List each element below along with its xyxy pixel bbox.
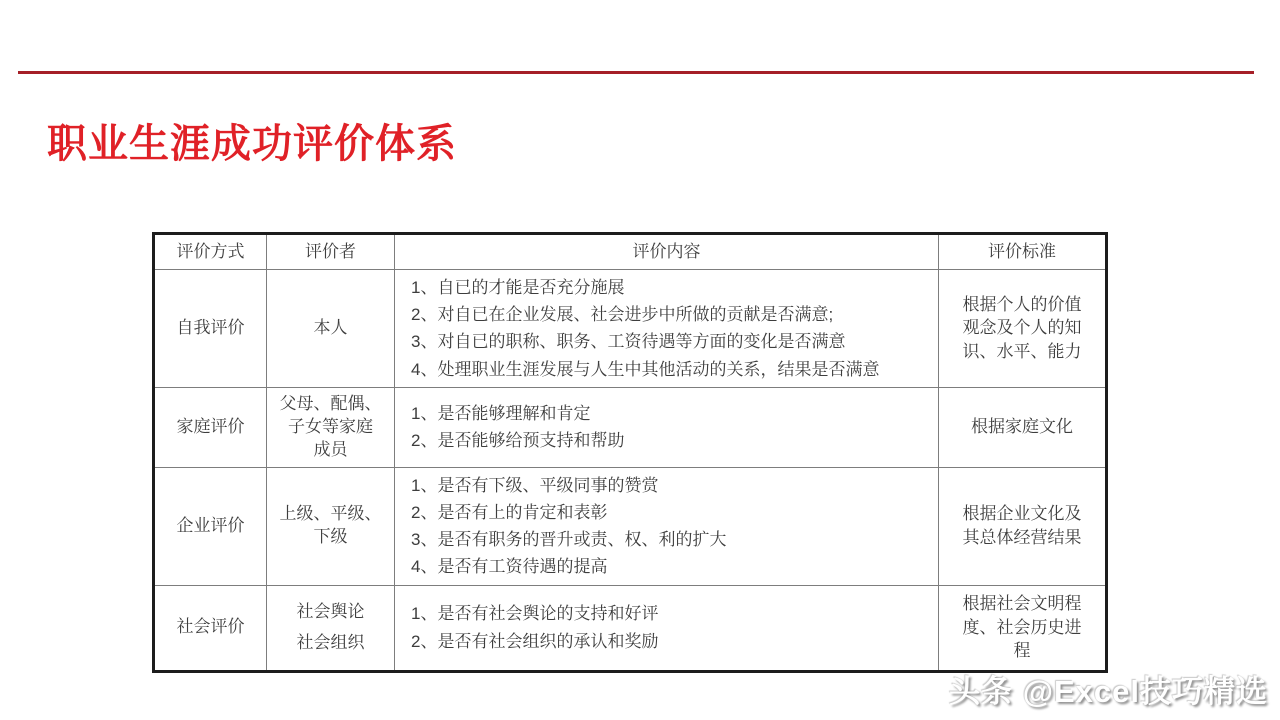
table-header-row — [154, 234, 1107, 270]
content-item: 2、是否有社会组织的承认和奖励 — [411, 631, 659, 651]
accent-line — [18, 71, 1254, 74]
content-item: 2、对自已在企业发展、社会进步中所做的贡献是否满意; — [411, 305, 834, 325]
standard-cell: 根据家庭文化 — [939, 387, 1107, 467]
content-item: 3、是否有职务的晋升或责、权、利的扩大 — [411, 530, 727, 550]
content-item: 1、是否有社会舆论的支持和好评 — [411, 604, 659, 624]
content-item: 2、是否有上的肯定和表彰 — [411, 502, 608, 522]
evaluator-cell — [267, 270, 395, 388]
evaluator-line: 本人 — [313, 317, 348, 337]
content-item: 2、是否能够给预支持和帮助 — [411, 431, 625, 451]
content-item: 1、自已的才能是否充分施展 — [411, 278, 625, 297]
content-cell — [395, 270, 939, 388]
content-item: 3、对自已的职称、职务、工资待遇等方面的变化是否满意 — [411, 332, 846, 352]
page-title: 职业生涯成功评价体系 — [47, 122, 457, 166]
header-evaluator: 评价者 — [267, 234, 395, 270]
table-row-self-evaluation — [154, 270, 1107, 388]
method-cell: 企业评价 — [154, 467, 267, 585]
standard-cell: 根据社会文明程度、社会历史进程 — [939, 585, 1107, 671]
content-item: 4、处理职业生涯发展与人生中其他活动的关系，结果是否满意 — [411, 359, 880, 379]
standard-cell: 根据个人的价值观念及个人的知识、水平、能力 — [939, 270, 1107, 388]
header-method: 评价方式 — [154, 234, 267, 270]
content-item: 1、是否有下级、平级同事的赞赏 — [411, 475, 659, 495]
toutiao-watermark: 头条 @Excel技巧精选 — [949, 674, 1268, 709]
evaluator-cell — [267, 467, 395, 585]
method-cell: 家庭评价 — [154, 387, 267, 467]
header-standard: 评价标准 — [939, 234, 1107, 270]
evaluation-table — [152, 232, 1108, 673]
method-cell: 社会评价 — [154, 585, 267, 671]
evaluator-line: 子女等家庭 — [288, 416, 373, 436]
evaluator-cell — [267, 585, 395, 671]
evaluator-line: 下级 — [313, 527, 348, 547]
table-row-family-evaluation — [154, 387, 1107, 467]
content-cell — [395, 387, 939, 467]
evaluator-line: 上级、平级、 — [279, 504, 382, 524]
content-cell — [395, 467, 939, 585]
content-cell — [395, 585, 939, 671]
table-row-company-evaluation — [154, 467, 1107, 585]
method-cell: 自我评价 — [154, 270, 267, 388]
evaluator-line: 成员 — [313, 439, 348, 459]
header-content: 评价内容 — [395, 234, 939, 270]
content-item: 4、是否有工资待遇的提高 — [411, 557, 608, 577]
table-row-society-evaluation — [154, 585, 1107, 671]
evaluator-line: 父母、配偶、 — [279, 393, 382, 413]
standard-cell: 根据企业文化及其总体经营结果 — [939, 467, 1107, 585]
evaluator-line: 社会舆论 — [296, 601, 365, 621]
evaluator-line: 社会组织 — [296, 632, 365, 652]
content-item: 1、是否能够理解和肯定 — [411, 404, 591, 424]
evaluator-cell — [267, 387, 395, 467]
